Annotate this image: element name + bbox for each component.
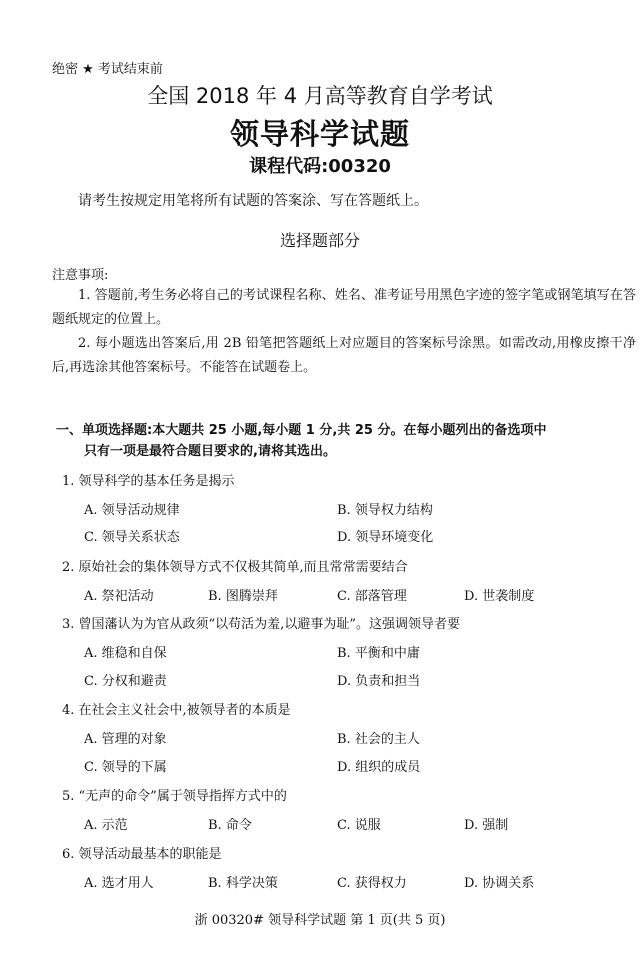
question-stem: 2. 原始社会的集体领导方式不仅极其简单,而且常常需要结合 — [62, 560, 408, 575]
question-option: A. 管理的对象 — [84, 732, 167, 747]
question-stem: 6. 领导活动最基本的职能是 — [62, 847, 222, 862]
part-one-heading — [56, 420, 616, 462]
page-footer: 浙 00320# 领导科学试题 第 1 页(共 5 页) — [194, 913, 446, 928]
notice-heading: 注意事项: — [52, 268, 109, 283]
part-one-heading-line2: 只有一项是最符合题目要求的,请将其选出。 — [84, 444, 336, 459]
question-option: B. 社会的主人 — [337, 732, 420, 747]
question-option: B. 图腾崇拜 — [208, 589, 278, 604]
question-option: A. 示范 — [84, 818, 128, 833]
answer-instruction: 请考生按规定用笔将所有试题的答案涂、写在答题纸上。 — [78, 193, 428, 209]
notice-item-1: 1. 答题前,考生务必将自己的考试课程名称、姓名、准考证号用黑色字迹的签字笔或钢笔填写在答题纸规定的位置上。 — [52, 288, 636, 327]
question-option: D. 组织的成员 — [337, 760, 421, 775]
course-code: 课程代码:00320 — [249, 156, 391, 177]
question-stem: 3. 曾国藩认为为官从政须“以苟活为羞,以避事为耻”。这强调领导者要 — [62, 617, 460, 632]
question-option: C. 分权和避责 — [84, 674, 167, 689]
notice-item-2: 2. 每小题选出答案后,用 2B 铅笔把答题纸上对应题目的答案标号涂黑。如需改动,用橡皮擦干净后,再选涂其他答案标号。不能答在试题卷上。 — [52, 336, 636, 375]
question-stem: 5. “无声的命令”属于领导指挥方式中的 — [62, 789, 287, 804]
question-option: B. 命令 — [208, 818, 252, 833]
section-title: 选择题部分 — [279, 231, 360, 250]
secret-mark: 绝密 ★ 考试结束前 — [52, 62, 163, 77]
question-option: D. 协调关系 — [464, 876, 535, 891]
question-option: B. 科学决策 — [208, 876, 278, 891]
question-option: D. 强制 — [464, 818, 509, 833]
question-option: D. 领导环境变化 — [337, 530, 434, 545]
question-stem: 1. 领导科学的基本任务是揭示 — [62, 474, 235, 489]
question-option: A. 维稳和自保 — [84, 646, 167, 661]
subject-title: 领导科学试题 — [229, 117, 410, 151]
question-option: C. 说服 — [337, 818, 381, 833]
part-one-heading-line1: 一、单项选择题:本大题共 25 小题,每小题 1 分,共 25 分。在每小题列出的备选项中 — [56, 423, 547, 438]
question-option: A. 选才用人 — [84, 876, 154, 891]
question-option: D. 负责和担当 — [337, 674, 421, 689]
question-option: A. 领导活动规律 — [84, 503, 180, 518]
exam-title: 全国 2018 年 4 月高等教育自学考试 — [147, 84, 493, 108]
question-option: B. 领导权力结构 — [337, 503, 433, 518]
question-option: C. 获得权力 — [337, 876, 407, 891]
question-option: A. 祭祀活动 — [84, 589, 154, 604]
question-option: B. 平衡和中庸 — [337, 646, 420, 661]
question-option: C. 部落管理 — [337, 589, 407, 604]
question-option: C. 领导的下属 — [84, 760, 167, 775]
question-option: D. 世袭制度 — [464, 589, 535, 604]
question-option: C. 领导关系状态 — [84, 530, 180, 545]
question-stem: 4. 在社会主义社会中,被领导者的本质是 — [62, 703, 291, 718]
